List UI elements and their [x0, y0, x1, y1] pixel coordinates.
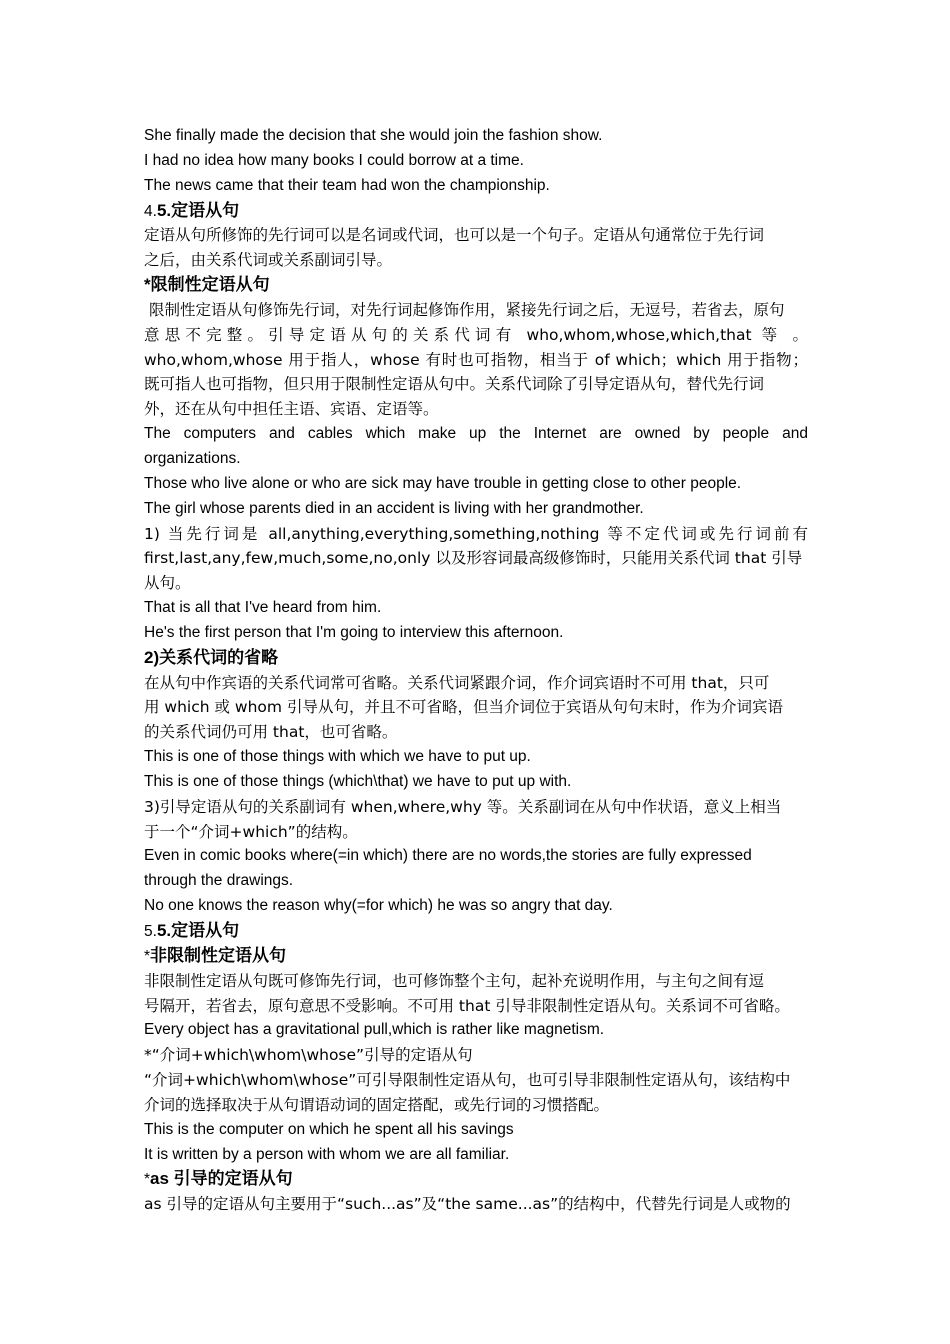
text-line: That is all that I've heard from him. — [144, 599, 382, 617]
text-line: 意思不完整。引导定语从句的关系代词有 who,whom,whose,which,that 等 。 — [144, 325, 808, 344]
text-line: No one knows the reason why(=for which) he was so angry that day. — [144, 897, 613, 915]
subsection-heading — [144, 1167, 808, 1192]
text-line: 限制性定语从句修饰先行词，对先行词起修饰作用，紧接先行词之后，无逗号，若省去，原句 — [149, 300, 785, 319]
text-line: Every object has a gravitational pull,which is rather like magnetism. — [144, 1021, 605, 1039]
text-line: This is the computer on which he spent all his savings — [144, 1120, 514, 1138]
text-line: The girl whose parents died in an accident is living with her grandmother. — [144, 499, 644, 517]
text-line: The computers and cables which make up the Internet are owned by people and — [144, 425, 808, 443]
section-heading — [144, 919, 808, 944]
text-line: *“介词+which\whom\whose”引导的定语从句 — [144, 1046, 473, 1065]
subsection-title: as 引导的定语从句 — [150, 1169, 293, 1189]
text-line: 1) 当先行词是 all,anything,everything,something,nothing 等不定代词或先行词前有 — [144, 524, 808, 543]
text-line: 定语从句所修饰的先行词可以是名词或代词，也可以是一个句子。定语从句通常位于先行词 — [144, 226, 765, 245]
section-number: 4. — [144, 202, 157, 220]
text-line: She finally made the decision that she would join the fashion show. — [144, 127, 603, 144]
text-line: 用 which 或 whom 引导从句，并且不可省略，但当介词位于宾语从句句末时，作为介词宾语 — [144, 698, 783, 717]
text-line: 既可指人也可指物，但只用于限制性定语从句中。关系代词除了引导定语从句，替代先行词 — [144, 375, 765, 394]
text-line: as 引导的定语从句主要用于“such...as”及“the same...as”的结构中，代替先行词是人或物的 — [144, 1195, 791, 1214]
text-line: 之后，由关系代词或关系副词引导。 — [144, 251, 393, 270]
text-line: The news came that their team had won the championship. — [144, 176, 550, 194]
text-line: 于一个“介词+which”的结构。 — [144, 822, 358, 841]
text-line: 3)引导定语从句的关系副词有 when,where,why 等。关系副词在从句中作状语，意义上相当 — [144, 797, 782, 816]
text-line: He's the first person that I'm going to interview this afternoon. — [144, 623, 564, 641]
text-line: first,last,any,few,much,some,no,only 以及形容词最高级修饰时，只能用关系代词 that 引导 — [144, 549, 803, 568]
subsection-heading: 2)关系代词的省略 — [144, 647, 279, 667]
text-line: Those who live alone or who are sick may have trouble in getting close to other people. — [144, 474, 742, 492]
section-number: 5. — [144, 923, 157, 940]
heading-star: * — [144, 947, 151, 965]
text-line: This is one of those things with which we have to put up. — [144, 748, 531, 766]
section-heading — [144, 199, 808, 224]
text-line: organizations. — [144, 449, 241, 467]
subsection-heading — [144, 944, 808, 969]
text-line: 外，还在从句中担任主语、宾语、定语等。 — [144, 400, 439, 419]
text-line: This is one of those things (which\that) we have to put up with. — [144, 772, 572, 790]
text-line: It is written by a person with whom we are all familiar. — [144, 1145, 510, 1163]
section-title: 5.定语从句 — [156, 921, 240, 940]
text-line: 号隔开，若省去，原句意思不受影响。不可用 that 引导非限制性定语从句。关系词不可省略。 — [144, 996, 790, 1015]
text-line: who,whom,whose 用于指人，whose 有时也可指物，相当于 of which；which 用于指物； — [144, 350, 808, 369]
subsection-heading: *限制性定语从句 — [144, 275, 270, 295]
heading-star: * — [144, 1171, 151, 1189]
text-line: 介词的选择取决于从句谓语动词的固定搭配，或先行词的习惯搭配。 — [144, 1095, 610, 1114]
text-line: I had no idea how many books I could borrow at a time. — [144, 151, 524, 169]
text-line: 的关系代词仍可用 that，也可省略。 — [144, 723, 398, 742]
text-line: 在从句中作宾语的关系代词常可省略。关系代词紧跟介词，作介词宾语时不可用 that，只可 — [144, 673, 770, 692]
subsection-title: 非限制性定语从句 — [150, 945, 287, 965]
text-line: Even in comic books where(=in which) there are no words,the stories are fully expressed — [144, 847, 752, 865]
text-line: “介词+which\whom\whose”可引导限制性定语从句，也可引导非限制性定语从句，该结构中 — [144, 1071, 791, 1090]
text-line: through the drawings. — [144, 872, 294, 890]
section-title: 5.定语从句 — [156, 200, 240, 220]
document-page — [144, 124, 808, 1217]
text-line: 从句。 — [144, 574, 191, 593]
text-line: 非限制性定语从句既可修饰先行词，也可修饰整个主句，起补充说明作用，与主句之间有逗 — [144, 971, 765, 990]
